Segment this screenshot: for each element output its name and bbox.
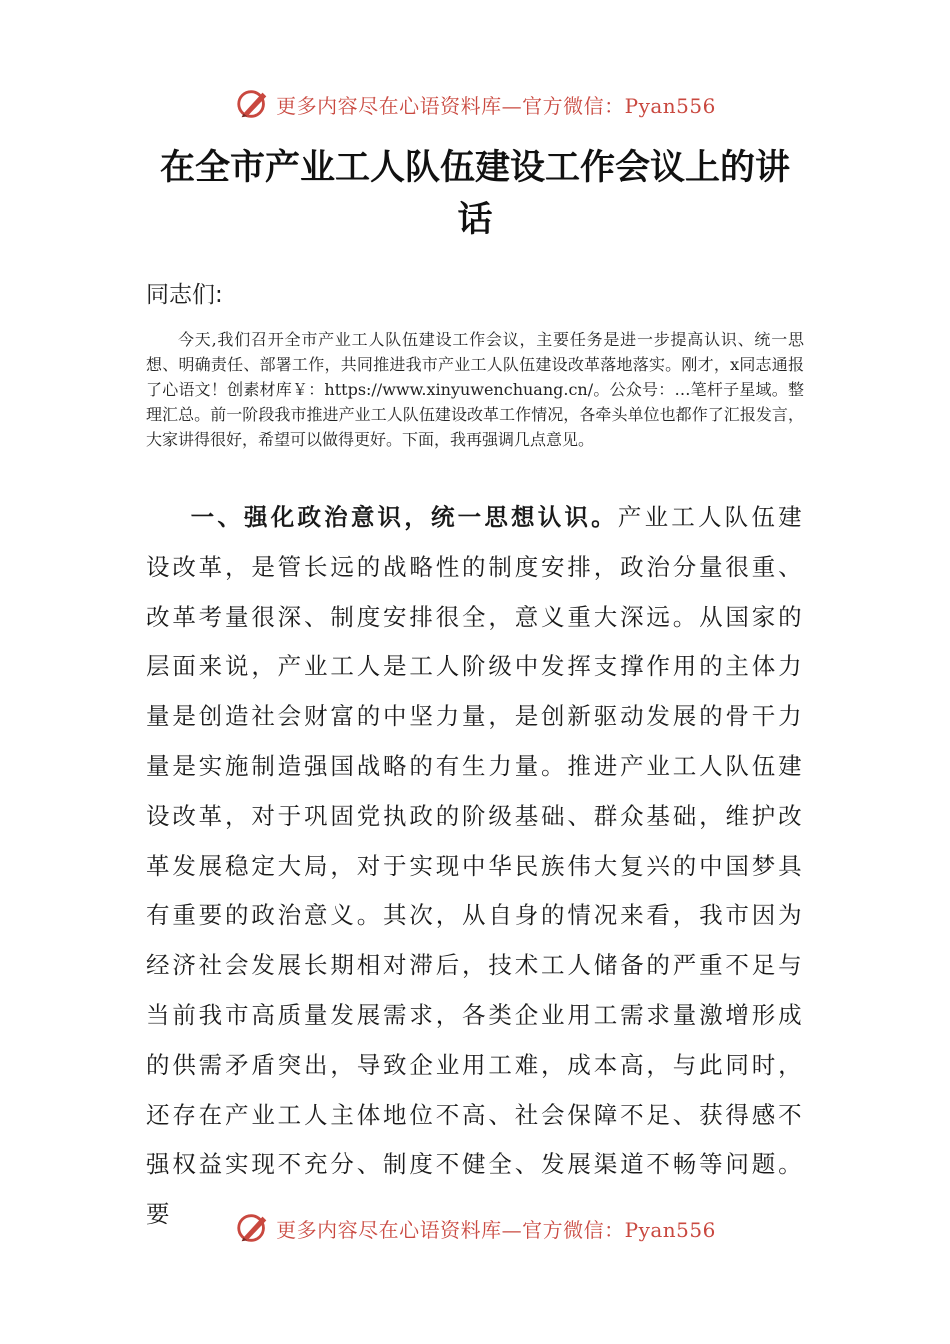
footer-banner (0, 1208, 950, 1248)
intro-paragraph: 今天,我们召开全市产业工人队伍建设工作会议，主要任务是进一步提高认识、统一思想、明确责任、部署工作，共同推进我市产业工人队伍建设改革落地落实。刚才，x同志通报了心语文！创素材库￥：https://www.xinyuwenchuang.cn/。公众号：…笔杆子星域。整理汇总。前一阶段我市推进产业工人队伍建设改革工作情况，各牵头单位也都作了汇报发言，大家讲得很好，希望可以做得更好。下面，我再强调几点意见。 (146, 330, 804, 449)
section-1-heading: 一、强化政治意识，统一思想认识。 (190, 503, 618, 531)
document-title: 在全市产业工人队伍建设工作会议上的讲话 (159, 147, 790, 240)
pen-logo-icon (234, 1209, 272, 1247)
banner-wechat-id: Pyan556 (624, 93, 716, 118)
header-banner (0, 84, 950, 124)
greeting: 同志们: (146, 282, 223, 308)
pen-logo-icon (234, 85, 272, 123)
section-1-paragraph (146, 493, 804, 1240)
banner-text: 更多内容尽在心语资料库—官方微信：Pyan556 (276, 1217, 716, 1242)
banner-text: 更多内容尽在心语资料库—官方微信：Pyan556 (276, 93, 716, 118)
banner-wechat-id: Pyan556 (624, 1217, 716, 1242)
section-1-text: 产业工人队伍建设改革，是管长远的战略性的制度安排，政治分量很重、改革考量很深、制度安排很全，意义重大深远。从国家的层面来说，产业工人是工人阶级中发挥支撑作用的主体力量是创造社会财富的中坚力量，是创新驱动发展的骨干力量是实施制造强国战略的有生力量。推进产业工人队伍建设改革，对于巩固党执政的阶级基础、群众基础，维护改革发展稳定大局，对于实现中华民族伟大复兴的中国梦具有重要的政治意义。其次，从自身的情况来看，我市因为经济社会发展长期相对滞后，技术工人储备的严重不足与当前我市高质量发展需求，各类企业用工需求量激增形成的供需矛盾突出，导致企业用工难，成本高，与此同时，还存在产业工人主体地位不高、社会保障不足、获得感不强权益实现不充分、制度不健全、发展渠道不畅等问题。要 (146, 503, 804, 1229)
